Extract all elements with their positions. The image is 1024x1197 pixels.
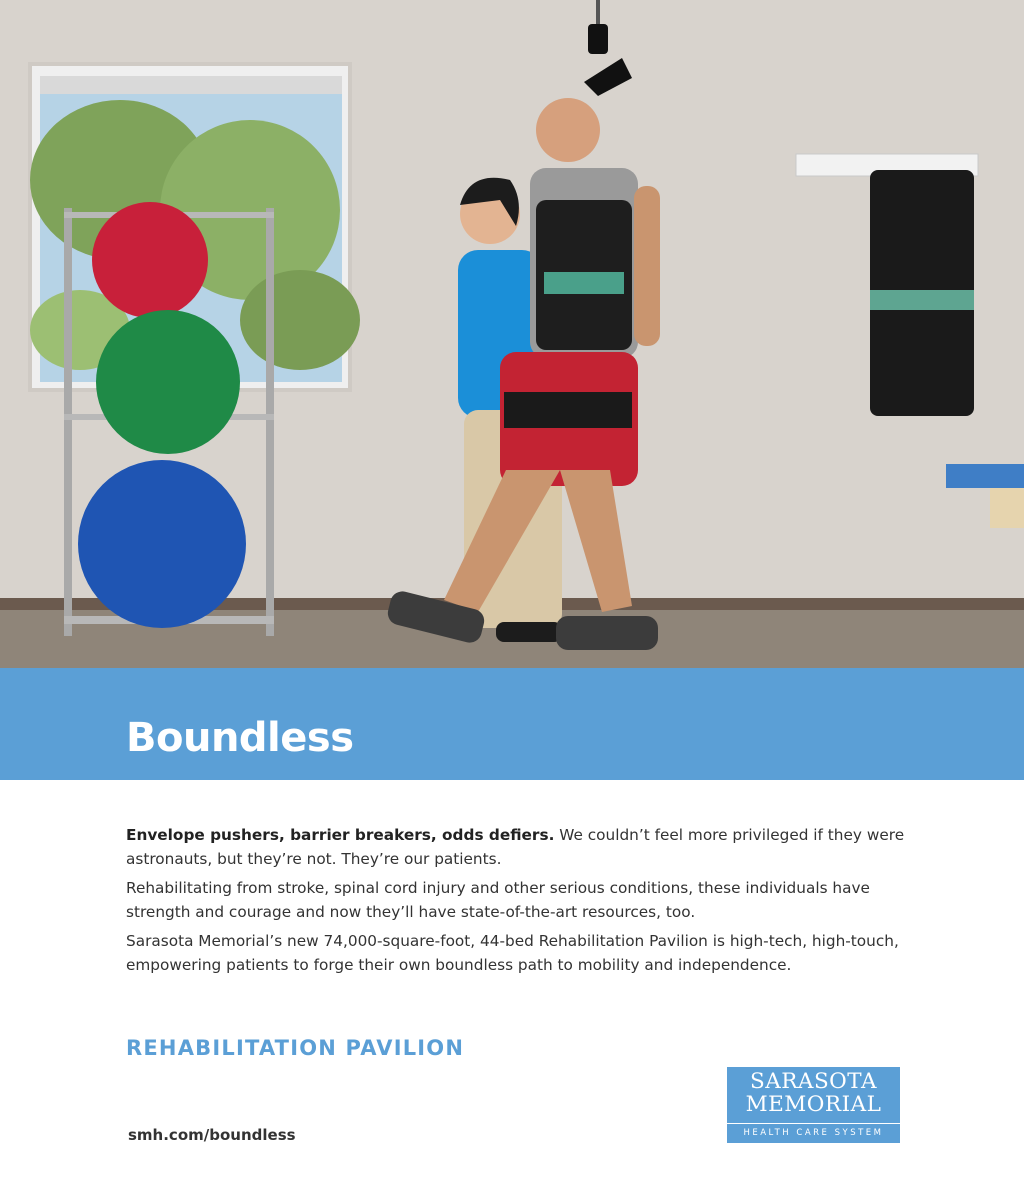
red-exercise-ball (92, 202, 208, 318)
paragraph-3: Sarasota Memorial’s new 74,000-square-foot, 44-bed Rehabilitation Pavilion is high-tech, high-touch, empowering patients to forge their own boundless path to mobility and independence. (126, 932, 899, 974)
blue-exercise-ball (78, 460, 246, 628)
exam-table (946, 464, 1024, 488)
logo-line-1: SARASOTA (749, 1069, 878, 1094)
logo-line-2: MEMORIAL (745, 1092, 882, 1117)
logo-tagline: HEALTH CARE SYSTEM (727, 1123, 900, 1144)
website-link[interactable]: smh.com/boundless (128, 1126, 296, 1144)
body-copy (126, 823, 906, 982)
program-name: REHABILITATION PAVILION (126, 1036, 465, 1060)
sarasota-memorial-logo (727, 1067, 900, 1143)
paragraph-2: Rehabilitating from stroke, spinal cord injury and other serious conditions, these individuals have strength and courage and now they’ll have state-of-the-art resources, too. (126, 879, 870, 921)
paragraph-1-rest: We couldn’t feel more privileged if they were astronauts, but they’re not. They’re our patients. (126, 826, 905, 868)
paragraph-1 (126, 823, 906, 871)
paragraph-1-lead: Envelope pushers, barrier breakers, odds defiers. (126, 826, 555, 844)
headline: Boundless (126, 715, 354, 761)
green-exercise-ball (96, 310, 240, 454)
